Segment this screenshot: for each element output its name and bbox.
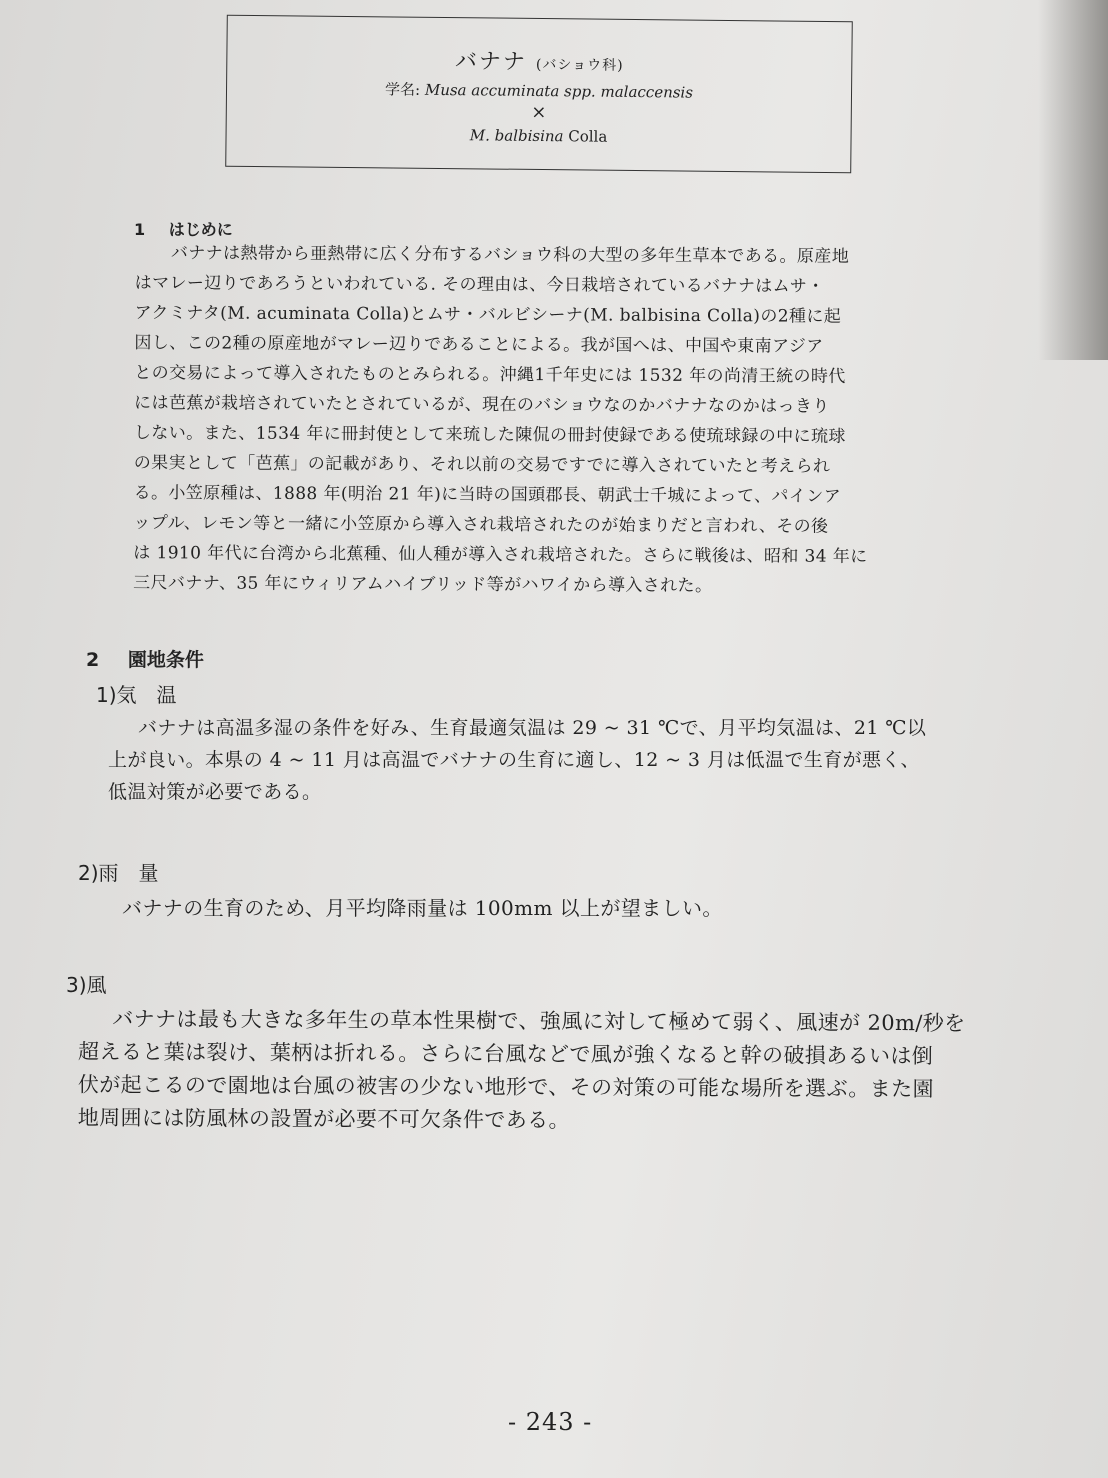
sub3-line: 地周囲には防風林の設置が必要不可欠条件である。 [77,1105,571,1133]
s1-line: しない。また、1534 年に冊封使として来琉した陳侃の冊封使録である使琉球録の中に琉球 [133,423,846,447]
s1-line: との交易によって導入されたものとみられる。沖縄1千年史には 1532 年の尚清王統の時代 [134,363,846,387]
s1-line: 因し、この2種の原産地がマレー辺りであることによる。我が国へは、中国や東南アジア [134,333,824,357]
section1-heading [134,217,233,240]
scientific-name-line2 [226,124,850,149]
sub1-line: バナナは高温多湿の条件を好み、生育最適気温は 29 ~ 31 ℃で、月平均気温は、21 ℃以 [138,717,927,739]
section1-body [133,238,869,602]
sci-name2: malaccensis [600,82,694,102]
s1-line: の果実として「芭蕉」の記載があり、それ以前の交易ですでに導入されていたと考えられ [133,453,831,477]
page-number: - 243 - [508,1408,593,1436]
sub3-body [78,1003,966,1140]
sci-name3: M. [469,126,491,145]
s1-line: る。小笠原種は、1888 年(明治 21 年)に当時の国頭郡長、朝武士千城によって、パインア [133,483,842,507]
sci-label: 学名: [384,80,421,99]
section2-title: 園地条件 [127,649,204,671]
sci-author: Colla [568,127,608,146]
title-main: バナナ [454,49,528,75]
sub1-line: 上が良い。本県の 4 ~ 11 月は高温でバナナの生育に適し、12 ~ 3 月は低温で生育が悪く、 [108,749,920,771]
s1-line: は 1910 年代に台湾から北蕉種、仙人種が導入され栽培された。さらに戦後は、昭和 34 年に [133,543,868,567]
cross-symbol: × [531,101,547,124]
title-family: (バショウ科) [535,56,624,74]
sci-name4: balbisina [494,126,564,146]
s1-line: 三尺バナナ、35 年にウィリアムハイブリッド等がハワイから導入された。 [133,573,713,597]
section2-heading [86,645,204,672]
section2-num: 2 [86,649,100,671]
s1-line: には芭蕉が栽培されていたとされているが、現在のバショウなのかバナナなのかはっきり [134,393,830,417]
section1-num: 1 [134,220,146,239]
section1-title: はじめに [168,220,233,239]
sub1-label: 1)気 温 [96,683,177,707]
sci-name1: Musa accuminata spp. [424,80,596,101]
s1-line: アクミナタ(M. acuminata Colla)とムサ・バルビシーナ(M. balbisina Colla)の2種に起 [134,303,842,327]
sub3-line: 伏が起こるので園地は台風の被害の少ない地形で、その対策の可能な場所を選ぶ。また園 [77,1072,934,1102]
sub3-line: バナナは最も大きな多年生の草本性果樹で、強風に対して極めて弱く、風速が 20m/秒を [112,1006,966,1036]
sub1-line: 低温対策が必要である。 [108,781,322,803]
sub2-line: バナナの生育のため、月平均降雨量は 100mm 以上が望ましい。 [122,896,723,920]
sub1-body [108,712,926,808]
sub2-body [122,892,723,925]
s1-line: はマレー辺りであろうといわれている. その理由は、今日栽培されているバナナはムサ・ [134,273,825,297]
sub2-label: 2)雨 量 [78,861,159,885]
sub3-line: 超えると葉は裂け、葉柄は折れる。さらに台風などで風が強くなると幹の破損あるいは倒 [78,1039,934,1069]
s1-line: ップル、レモン等と一緒に小笠原から導入され栽培されたのが始まりだと言われ、その後 [133,513,829,537]
sub3-label: 3)風 [66,973,107,997]
title-heading [227,42,851,80]
title-box [225,15,853,174]
s1-line: バナナは熱帯から亜熱帯に広く分布するバショウ科の大型の多年生草本である。原産地 [170,243,850,267]
page-edge-shadow [1038,0,1108,360]
